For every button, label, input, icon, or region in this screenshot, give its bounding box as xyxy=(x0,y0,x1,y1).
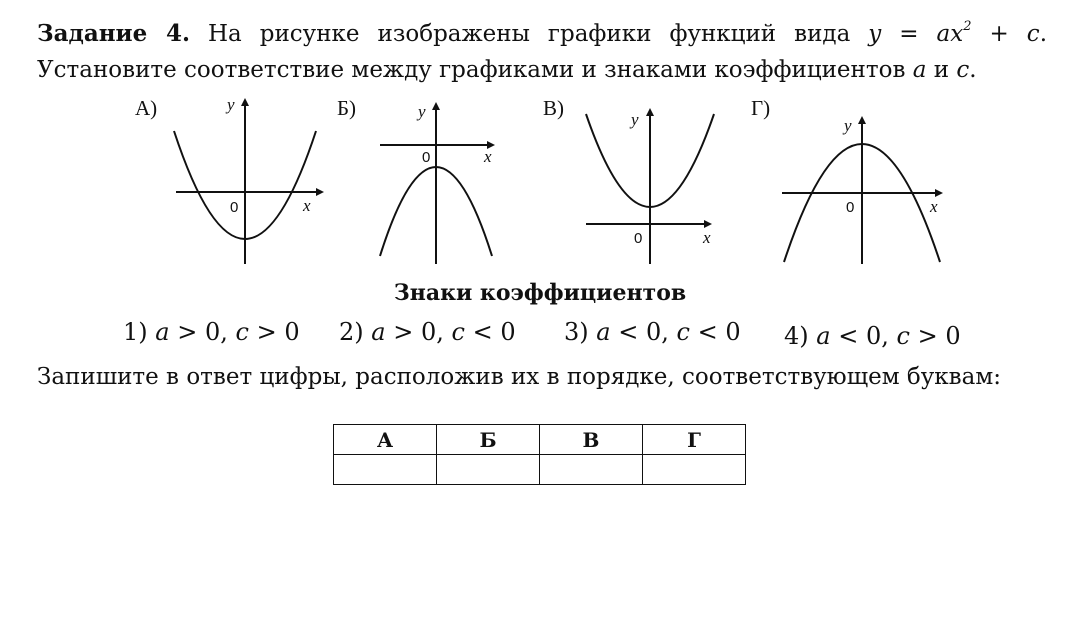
origin-label: 0 xyxy=(846,199,855,216)
task-conj: и xyxy=(926,57,957,83)
option-coef-a: a xyxy=(371,318,386,346)
option-a-relation: > 0, xyxy=(169,318,236,346)
origin-label: 0 xyxy=(634,230,643,247)
formula-exponent: 2 xyxy=(963,19,972,35)
answer-header-g: Г xyxy=(643,425,746,455)
task-text-before: На рисунке изображены графики функций вида xyxy=(189,21,869,47)
answer-header-a: А xyxy=(334,425,437,455)
option-c-relation: > 0 xyxy=(909,322,961,350)
answer-header-v: В xyxy=(540,425,643,455)
y-axis-label: y xyxy=(844,116,852,135)
y-axis-label: y xyxy=(227,95,235,114)
graph-b-label: Б) xyxy=(337,96,357,120)
option-2 xyxy=(339,318,516,346)
graph-v-label: В) xyxy=(543,96,564,120)
option-a-relation: < 0, xyxy=(610,318,677,346)
answer-cell-a[interactable] xyxy=(334,455,437,485)
option-coef-c: c xyxy=(451,318,465,346)
option-c-relation: > 0 xyxy=(248,318,300,346)
task-text-after: . Установите соответствие между графиками и знаками коэффициентов xyxy=(37,21,1047,83)
coef-c: c xyxy=(956,57,970,83)
option-a-relation: < 0, xyxy=(830,322,897,350)
answer-cell-b[interactable] xyxy=(437,455,540,485)
task-number: Задание 4. xyxy=(37,20,190,47)
task-end: . xyxy=(969,57,977,83)
option-a-relation: > 0, xyxy=(385,318,452,346)
answer-table xyxy=(333,424,746,485)
option-number: 3) xyxy=(564,318,589,346)
option-4 xyxy=(784,322,961,350)
answer-cell-v[interactable] xyxy=(540,455,643,485)
option-c-relation: < 0 xyxy=(689,318,741,346)
option-number: 1) xyxy=(123,318,148,346)
option-1 xyxy=(123,318,300,346)
answer-header-row xyxy=(334,425,746,455)
option-coef-c: c xyxy=(896,322,910,350)
x-axis-label: x xyxy=(484,147,492,166)
answer-cell-g[interactable] xyxy=(643,455,746,485)
graph-a-label: А) xyxy=(135,96,158,120)
instruction-text: Запишите в ответ цифры, расположив их в порядке, соответствующем буквам: xyxy=(37,364,1001,390)
option-number: 4) xyxy=(784,322,809,350)
signs-title: Знаки коэффициентов xyxy=(393,280,687,306)
graph-g-label: Г) xyxy=(751,96,771,120)
option-coef-a: a xyxy=(596,318,611,346)
option-coef-c: c xyxy=(235,318,249,346)
option-coef-a: a xyxy=(816,322,831,350)
answer-input-row xyxy=(334,455,746,485)
origin-label: 0 xyxy=(422,149,431,166)
option-coef-c: c xyxy=(676,318,690,346)
option-number: 2) xyxy=(339,318,364,346)
origin-label: 0 xyxy=(230,199,239,216)
option-3 xyxy=(564,318,741,346)
option-c-relation: < 0 xyxy=(464,318,516,346)
x-axis-label: x xyxy=(703,228,711,247)
x-axis-arrow xyxy=(935,189,943,197)
x-axis-label: x xyxy=(930,197,938,216)
answer-header-b: Б xyxy=(437,425,540,455)
option-coef-a: a xyxy=(155,318,170,346)
y-axis-label: y xyxy=(631,110,639,129)
y-axis-label: y xyxy=(418,102,426,121)
formula-main: y = ax xyxy=(868,21,964,47)
formula-tail: + c xyxy=(971,21,1040,47)
coef-a: a xyxy=(912,57,927,83)
y-axis-arrow xyxy=(858,116,866,124)
x-axis-label: x xyxy=(303,196,311,215)
